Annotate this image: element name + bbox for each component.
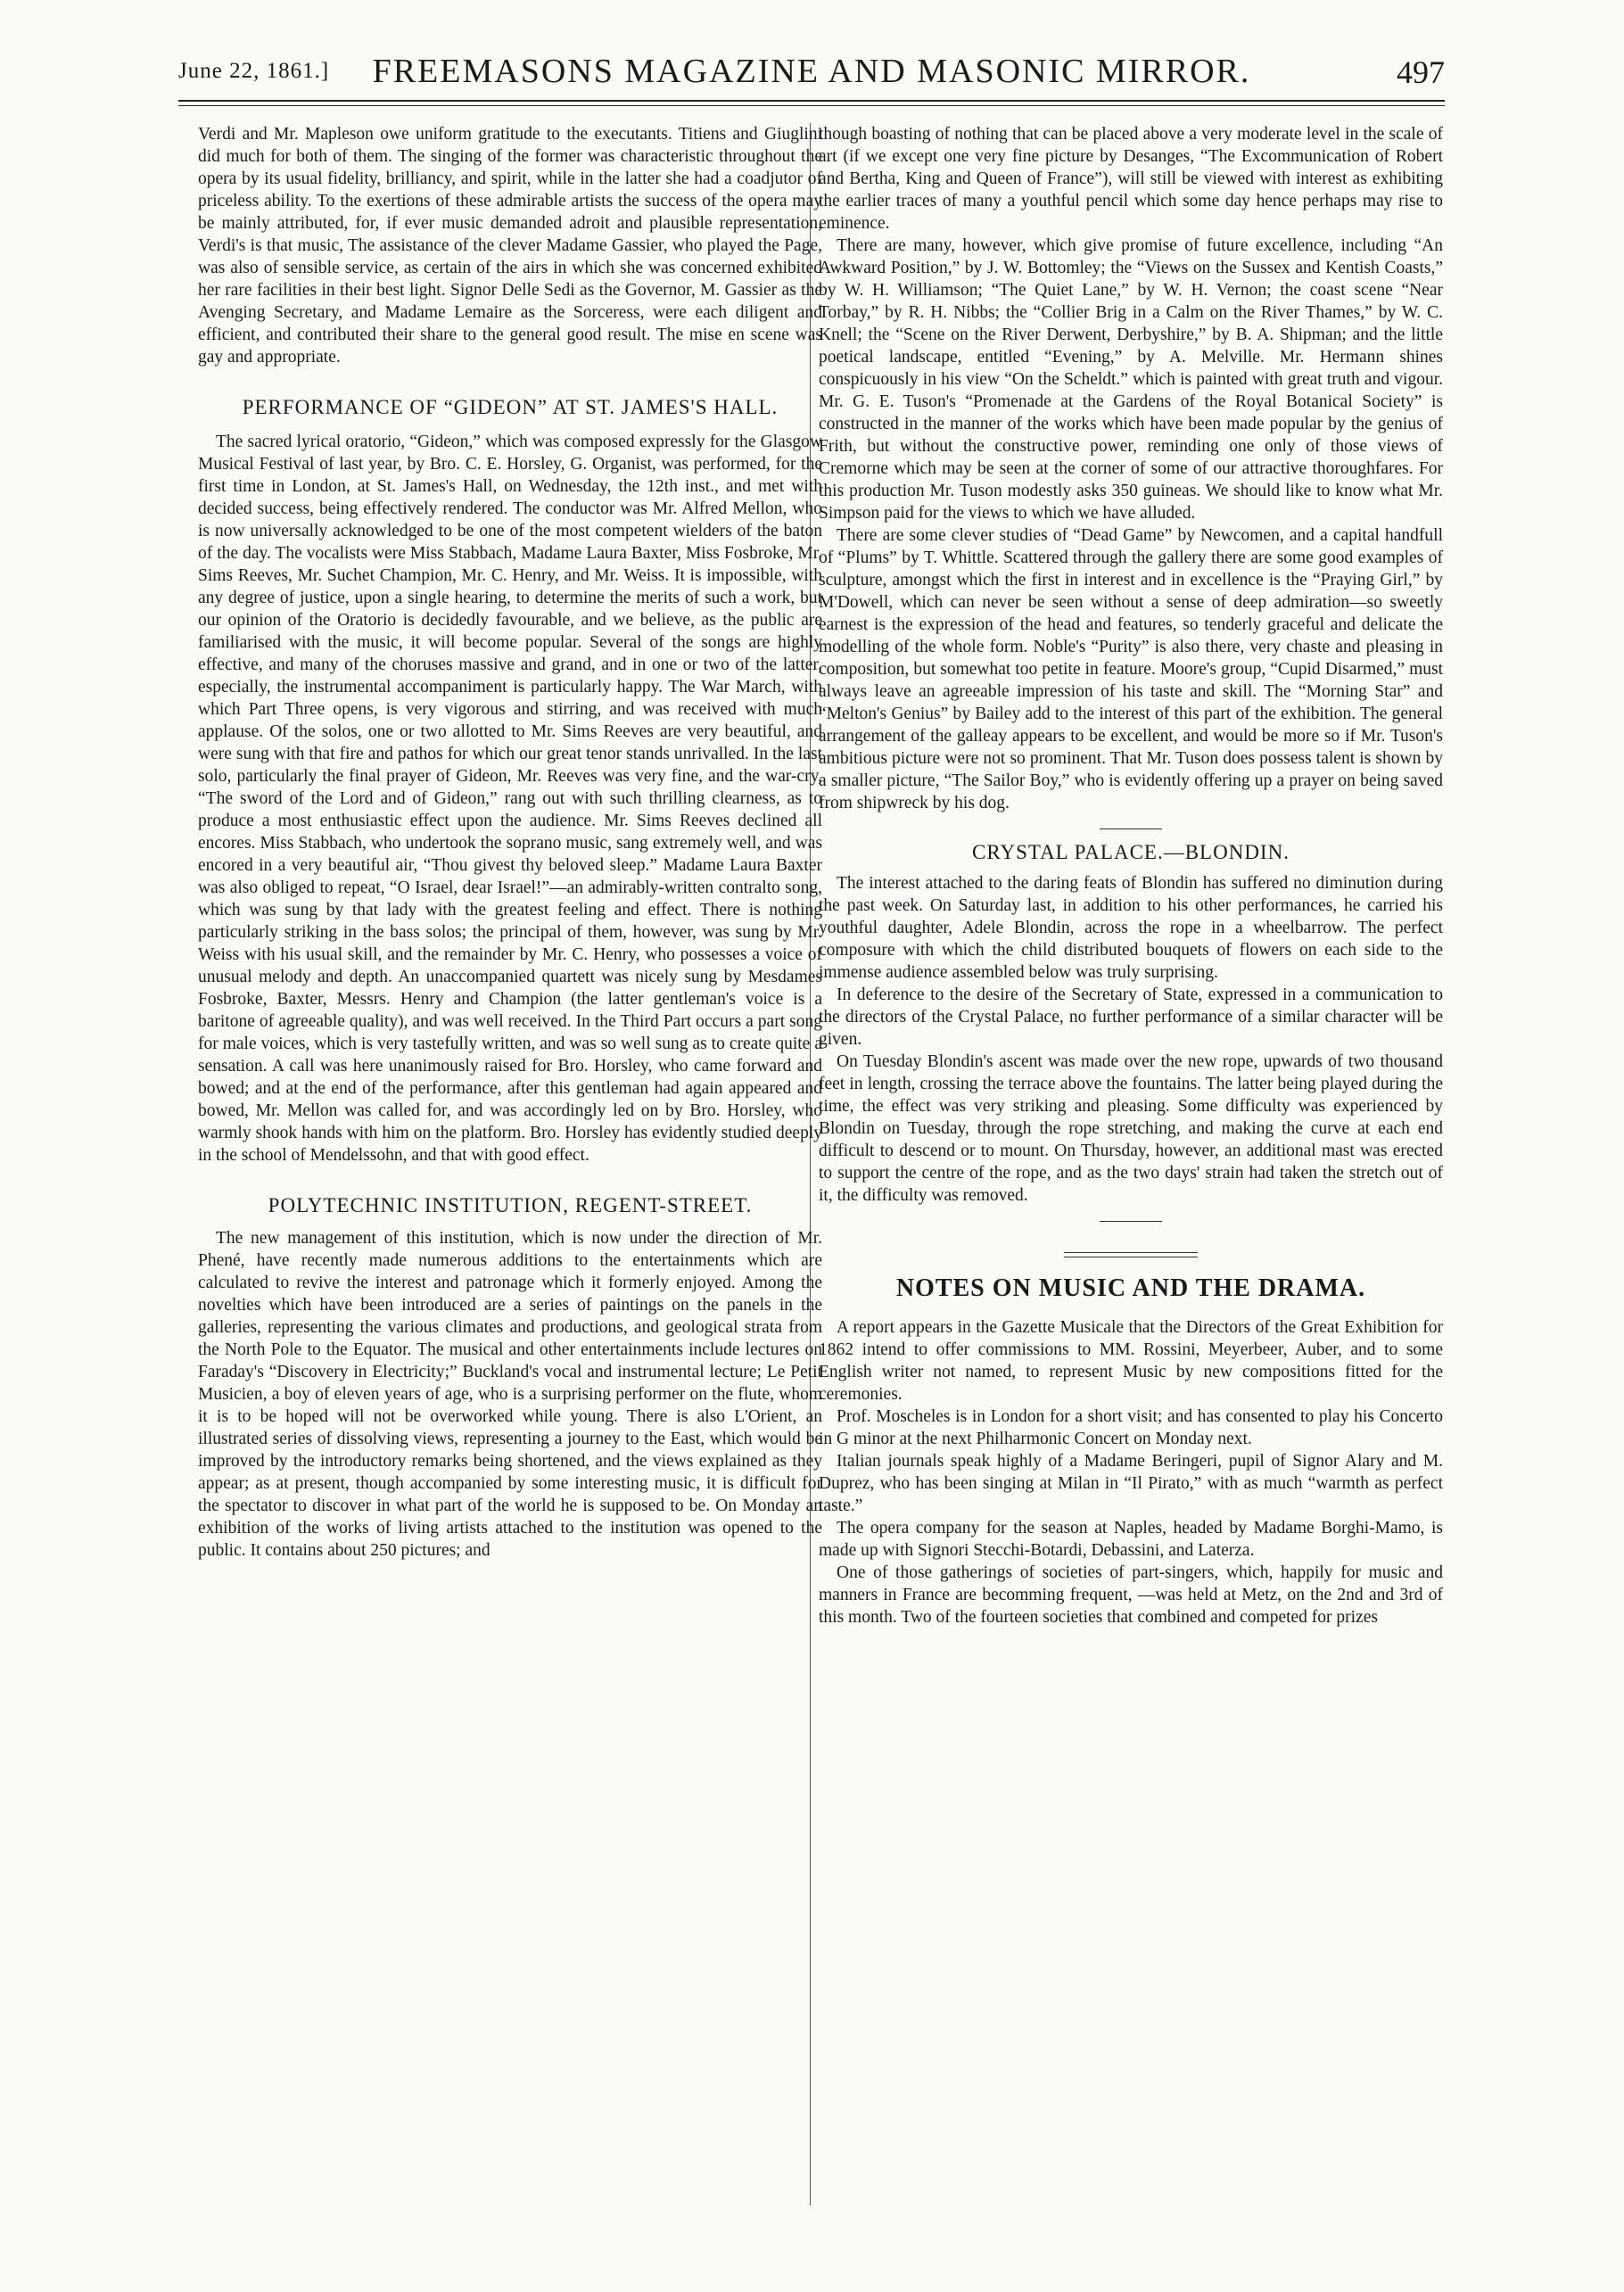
article-paragraph: In deference to the desire of the Secretary of State, expressed in a communication to the directors of the Crystal Palace, no further performance of a similar character will be given. [819,985,1443,1049]
left-column [198,123,822,1562]
issue-date: June 22, 1861.] [178,59,330,83]
article-paragraph: The new management of this institution, which is now under the direction of Mr. Phené, have recently made numerous additions to the entertainments which are calculated to revive the interest and patronage which it formerly enjoyed. Among the novelties which have been introduced are a series of paintings on the panels in the galleries, representing the various climates and productions, and geological strata from the North Pole to the Equator. The musical and other entertainments include lectures on Faraday's “Discovery in Electricity;” Buckland's vocal and instrumental lecture; Le Petit Musicien, a boy of eleven years of age, who is a surprising performer on the flute, whom it is to be hoped will not be overworked while young. There is also L'Orient, an illustrated series of dissolving views, representing a journey to the East, which would be improved by the introductory remarks being shortened, and the views explained as they appear; as at present, though accompanied by some interesting music, it is difficult for the spectator to discover in what part of the world he is supposed to be. On Monday an exhibition of the works of living artists attached to the institution was opened to the public. It contains about 250 pictures; and [198,1229,822,1560]
article-paragraph: There are some clever studies of “Dead Game” by Newcomen, and a capital handfull of “Plums” by T. Whittle. Scattered through the gallery there are some good examples of sculpture, amongst which the first in interest and in excellence is the “Praying Girl,” by M'Dowell, which can never be seen without a sense of deep admiration—so sweetly earnest is the expression of the head and features, so tenderly graceful and delicate the modelling of the whole form. Noble's “Purity” is also there, very chaste and pleasing in composition, but somewhat too petite in feature. Moore's group, “Cupid Disarmed,” must always leave an agreeable impression of his taste and skill. The “Morning Star” and “Melton's Genius” by Bailey add to the interest of this part of the exhibition. The general arrangement of the galleay appears to be excellent, and would be more so if Mr. Tuson's ambitious picture were not so prominent. That Mr. Tuson does possess talent is shown by a smaller picture, “The Sailor Boy,” who is evidently offering up a prayer on being saved from shipwreck by his dog. [819,526,1443,812]
section-heading-gideon: PERFORMANCE OF “GIDEON” AT ST. JAMES'S HALL. [242,396,779,418]
article-paragraph: Prof. Moscheles is in London for a short visit; and has consented to play his Concerto in G minor at the next Philharmonic Concert on Monday next. [819,1407,1443,1448]
article-paragraph: though boasting of nothing that can be placed above a very moderate level in the scale of art (if we except one very fine picture by Desanges, “The Excommunication of Robert and Bertha, King and Queen of France”), will still be viewed with interest as exhibiting the earlier traces of many a youthful pencil which some day hence perhaps may rise to eminence. [819,125,1443,233]
page-number: 497 [1397,54,1445,90]
article-paragraph: The opera company for the season at Naples, headed by Madame Borghi-Mamo, is made up with Signori Stecchi-Botardi, Debassini, and Laterza. [819,1519,1443,1560]
article-paragraph: Italian journals speak highly of a Madame Beringeri, pupil of Signor Alary and M. Duprez, who has been singing at Milan in “Il Pirato,” with as much “warmth as perfect taste.” [819,1452,1443,1515]
article-paragraph: One of those gatherings of societies of part-singers, which, happily for music and manners in France are becomming frequent, —was held at Metz, on the 2nd and 3rd of this month. Two of the fourteen societies that combined and competed for prizes [819,1563,1443,1627]
section-heading-notes: NOTES ON MUSIC AND THE DRAMA. [895,1274,1366,1302]
article-paragraph: A report appears in the Gazette Musicale that the Directors of the Great Exhibition for 1862 intend to offer commissions to MM. Rossini, Meyerbeer, Auber, and to some English writer not named, to represent Music by new compositions fitted for the ceremonies. [819,1318,1443,1404]
masthead [178,50,1445,95]
publication-title: FREEMASONS MAGAZINE AND MASONIC MIRROR. [372,53,1251,90]
masthead-rule [178,100,1445,106]
article-paragraph: There are many, however, which give promise of future excellence, including “An Awkward Position,” by J. W. Bottomley; the “Views on the Sussex and Kentish Coasts,” by W. H. Williamson; “The Quiet Lane,” by W. H. Vernon; the coast scene “Near Torbay,” by R. H. Nibbs; the “Collier Brig in a Calm on the River Thames,” by W. C. Knell; the “Scene on the River Derwent, Derbyshire,” by B. A. Shipman; and the little poetical landscape, entitled “Evening,” by A. Melville. Mr. Hermann shines conspicuously in his view “On the Scheldt.” which is painted with great truth and vigour. Mr. G. E. Tuson's “Promenade at the Gardens of the Royal Botanical Society” is constructed in the manner of the works which have been made popular by the genius of Frith, but without the constructive power, reminding one only of those views of Cremorne which may be seen at the corner of some of our attractive thoroughfares. For this production Mr. Tuson modestly asks 350 guineas. We should like to know what Mr. Simpson paid for the views to which we have alluded. [819,236,1443,523]
article-paragraph: The sacred lyrical oratorio, “Gideon,” which was composed expressly for the Glasgow Musical Festival of last year, by Bro. C. E. Horsley, G. Organist, was performed, for the first time in London, at St. James's Hall, on Wednesday, the 12th inst., and met with decided success, being effectively rendered. The conductor was Mr. Alfred Mellon, who is now universally acknowledged to be one of the most competent wielders of the baton of the day. The vocalists were Miss Stabbach, Madame Laura Baxter, Miss Fosbroke, Mr. Sims Reeves, Mr. Suchet Champion, Mr. C. Henry, and Mr. Weiss. It is impossible, with any degree of justice, upon a single hearing, to determine the merits of such a work, but our opinion of the Oratorio is decidedly favourable, and we believe, as the public are familiarised with the music, it will become popular. Several of the songs are highly effective, and many of the choruses massive and grand, and in one or two of the latter, especially, the instrumental accompaniment is particularly happy. The War March, with which Part Three opens, is very vigorous and stirring, and was received with much applause. Of the solos, one or two allotted to Mr. Sims Reeves are very beautiful, and were sung with that fire and pathos for which our great tenor stands unrivalled. In the last solo, particularly the final prayer of Gideon, Mr. Reeves was very fine, and the war-cry, “The sword of the Lord and of Gideon,” rang out with such thrilling clearness, as to produce a most enthusiastic effect upon the audience. Mr. Sims Reeves declined all encores. Miss Stabbach, who undertook the soprano music, sang extremely well, and was encored in a very beautiful air, “Thou givest thy beloved sleep.” Madame Laura Baxter was also obliged to repeat, “O Israel, dear Israel!”—an admirably-written contralto song, which was sung by that lady with the greatest feeling and effect. There is nothing particularly striking in the bass solos; the principal of them, however, was sung by Mr. Weiss with his usual skill, and the remainder by Mr. C. Henry, who possesses a voice of unusual melody and depth. An unaccompanied quartett was nicely sung by Mesdames Fosbroke, Baxter, Messrs. Henry and Champion (the latter gentleman's voice is a baritone of agreeable quality), and was well received. In the Third Part occurs a part song for male voices, which is very tastefully written, and was so well sung as to create quite a sensation. A call was here unanimously raised for Bro. Horsley, who came forward and bowed; and at the end of the performance, after this gentleman had again appeared and bowed, Mr. Mellon was called for, and was accordingly led on by Bro. Horsley, who warmly shook hands with him on the platform. Bro. Horsley has evidently studied deeply in the school of Mendelssohn, and that with good effect. [198,433,822,1165]
section-heading-blondin: CRYSTAL PALACE.—BLONDIN. [972,841,1290,863]
article-paragraph: On Tuesday Blondin's ascent was made over the new rope, upwards of two thousand feet in length, crossing the terrace above the fountains. The latter being played during the time, the effect was very striking and pleasing. Some difficulty was experienced by Blondin on Tuesday, through the rope stretching, and making the curve at each end difficult to descend or to mount. On Thursday, however, an additional mast was erected to support the centre of the rope, and as the two days' strain had taken the stretch out of it, the difficulty was removed. [819,1052,1443,1205]
right-column [819,123,1443,1628]
section-heading-polytechnic: POLYTECHNIC INSTITUTION, REGENT-STREET. [268,1194,753,1216]
article-paragraph: The interest attached to the daring feats of Blondin has suffered no diminution during the past week. On Saturday last, in addition to his other performances, he carried his youthful daughter, Adele Blondin, across the rope in a wheelbarrow. The perfect composure with which the child distributed bouquets of flowers on each side to the immense audience assembled below was truly surprising. [819,874,1443,982]
article-paragraph: Verdi and Mr. Mapleson owe uniform gratitude to the executants. Titiens and Giuglini did much for both of them. The singing of the former was characteristic throughout the opera by its usual fidelity, brilliancy, and spirit, while in the latter she had a coadjutor of priceless ability. To the exertions of these admirable artists the success of the opera may be mainly attributed, for, if ever music demanded adroit and plausible representation, Verdi's is that music, The assistance of the clever Madame Gassier, who played the Page, was also of sensible service, as certain of the airs in which she was concerned exhibited her rare facilities in their best light. Signor Delle Sedi as the Governor, M. Gassier as the Avenging Secretary, and Madame Lemaire as the Sorceress, were each diligent and efficient, and contributed their share to the general good result. The mise en scene was gay and appropriate. [198,125,822,367]
